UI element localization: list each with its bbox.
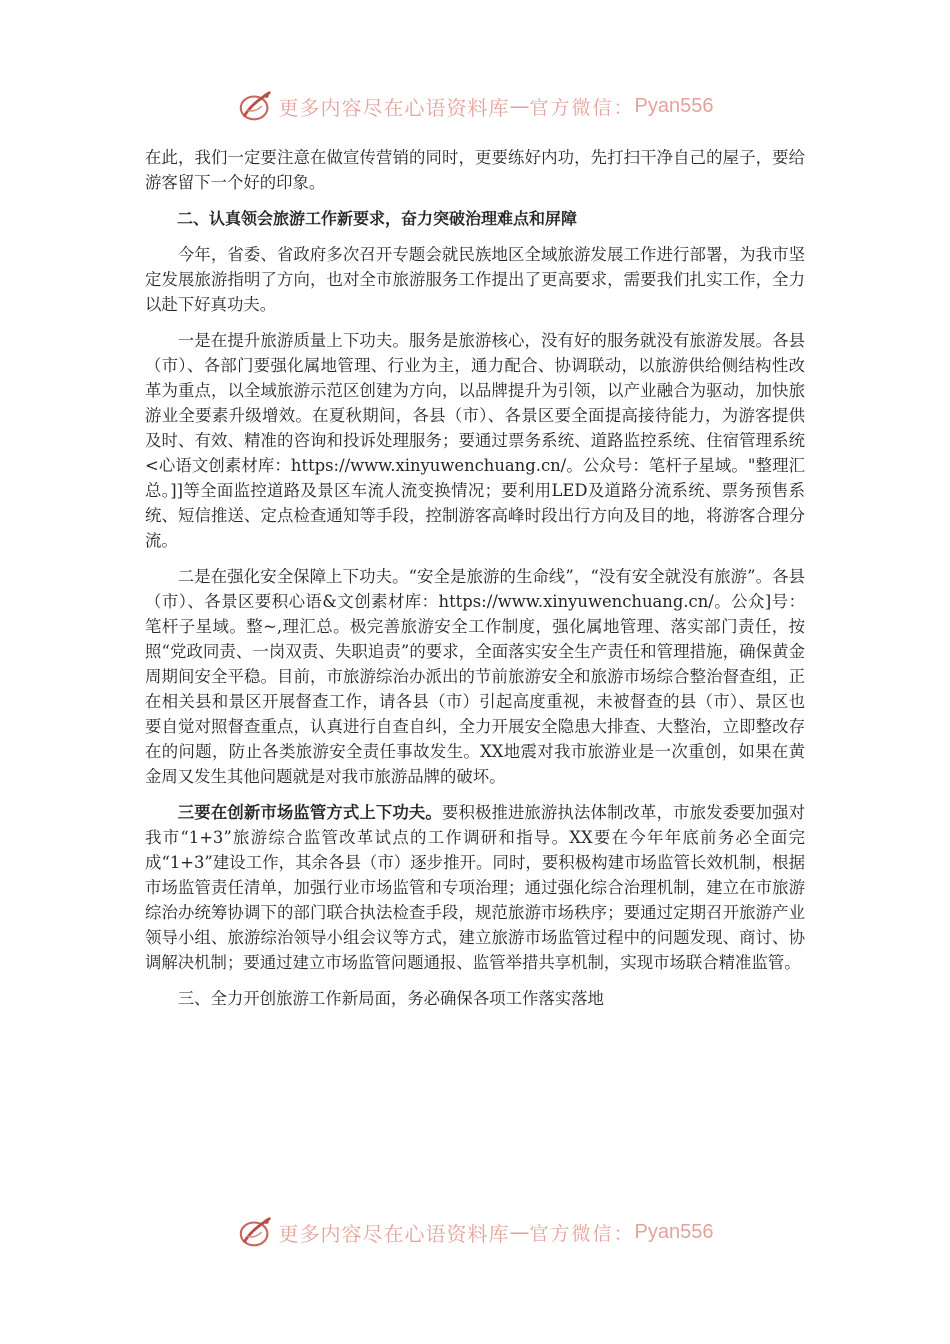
paragraph-lead: 三要在创新市场监管方式上下功夫。	[177, 803, 442, 822]
paragraph: 今年，省委、省政府多次召开专题会就民族地区全域旅游发展工作进行部署，为我市坚定发展旅游指明了方向，也对全市旅游服务工作提出了更高要求，需要我们扎实工作，全力以赴下好真功夫。	[145, 245, 805, 314]
footer-watermark	[0, 1212, 950, 1252]
watermark-slogan: 更多内容尽在心语资料库	[278, 1221, 510, 1246]
watermark-wechat-label: 官方微信：	[529, 1222, 635, 1245]
watermark-wechat-id: Pyan556	[634, 94, 714, 117]
paragraph	[145, 800, 805, 975]
watermark-separator: —	[509, 94, 530, 118]
section-heading: 二、认真领会旅游工作新要求，奋力突破治理难点和屏障	[177, 209, 578, 228]
header-watermark	[0, 86, 950, 126]
watermark-separator: —	[509, 1220, 530, 1244]
paragraph: 一是在提升旅游质量上下功夫。服务是旅游核心，没有好的服务就没有旅游发展。各县（市）、各部门要强化属地管理、行业为主，通力配合、协调联动，以旅游供给侧结构性改革为重点，以全域旅游示范区创建为方向，以品牌提升为引领，以产业融合为驱动，加快旅游业全要素升级增效。在夏秋期间，各县（市）、各景区要全面提高接待能力，为游客提供及时、有效、精准的咨询和投诉处理服务；要通过票务系统、道路监控系统、住宿管理系统<心语文创素材库：https://www.xinyuwenchuang.cn/。公众号：笔杆子星域。"整理汇总。]]等全面监控道路及景区车流人流变换情况；要利用LED及道路分流系统、票务预售系统、短信推送、定点检查通知等手段，控制游客高峰时段出行方向及目的地，将游客合理分流。	[145, 331, 805, 550]
pen-logo-icon	[237, 1213, 275, 1251]
paragraph-rest: 要积极推进旅游执法体制改革，市旅发委要加强对我市“1+3”旅游综合监管改革试点的工作调研和指导。XX要在今年年底前务必全面完成“1+3”建设工作，其余各县（市）逐步推开。同时，要积极构建市场监管长效机制，根据市场监管责任清单，加强行业市场监管和专项治理；通过强化综合治理机制，建立在市旅游综治办统筹协调下的部门联合执法检查手段，规范旅游市场秩序；要通过定期召开旅游产业领导小组、旅游综治领导小组会议等方式，建立旅游市场监管过程中的问题发现、商讨、协调解决机制；要通过建立市场监管问题通报、监管举措共享机制，实现市场联合精准监管。	[145, 803, 806, 972]
watermark-wechat-id: Pyan556	[634, 1220, 714, 1243]
pen-logo-icon	[237, 87, 275, 125]
paragraph: 二是在强化安全保障上下功夫。“安全是旅游的生命线”，“没有安全就没有旅游”。各县（市）、各景区要积心语&文创素材库：https://www.xinyuwenchuang.cn/。公众]号：笔杆子星域。整~,理汇总。极完善旅游安全工作制度，强化属地管理、落实部门责任，按照“党政同责、一岗双责、失职追责”的要求，全面落实安全生产责任和管理措施，确保黄金周期间安全平稳。目前，市旅游综治办派出的节前旅游安全和旅游市场综合整治督查组，正在相关县和景区开展督查工作，请各县（市）引起高度重视，未被督查的县（市）、景区也要自觉对照督查重点，认真进行自查自纠，全力开展安全隐患大排查、大整治，立即整改存在的问题，防止各类旅游安全责任事故发生。XX地震对我市旅游业是一次重创，如果在黄金周又发生其他问题就是对我市旅游品牌的破坏。	[145, 567, 805, 786]
section-heading: 三、全力开创旅游工作新局面，务必确保各项工作落实落地	[177, 989, 604, 1008]
paragraph: 在此，我们一定要注意在做宣传营销的同时，更要练好内功，先打扫干净自己的屋子，要给游客留下一个好的印象。	[145, 148, 805, 192]
watermark-slogan: 更多内容尽在心语资料库	[278, 95, 510, 120]
watermark-wechat-label: 官方微信：	[529, 96, 635, 119]
document-body	[145, 145, 805, 1022]
